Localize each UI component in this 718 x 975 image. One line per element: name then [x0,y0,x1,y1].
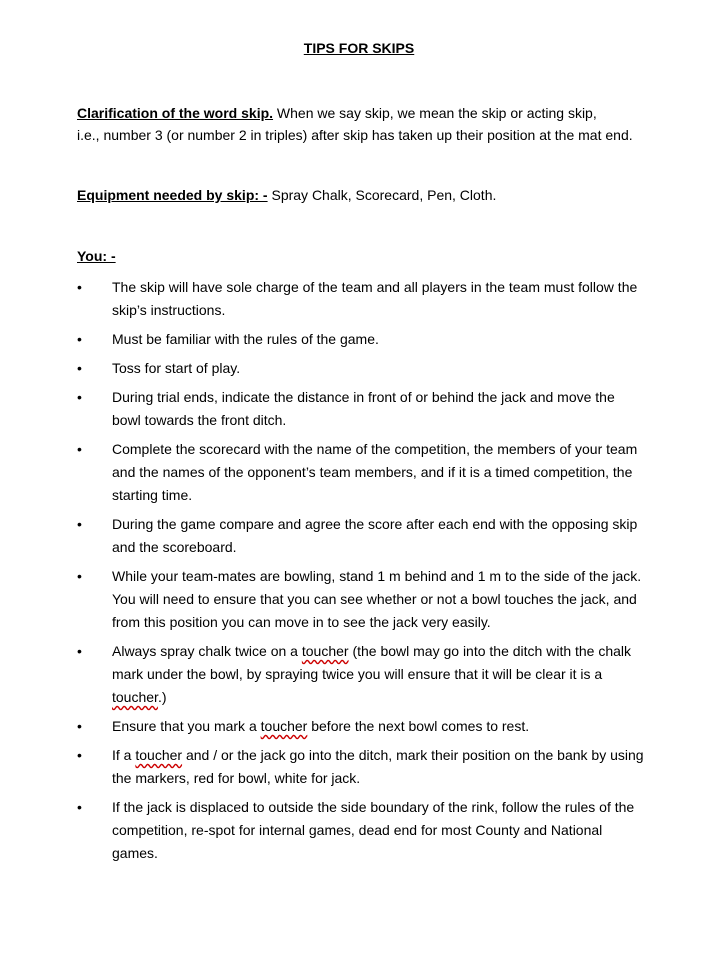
list-item [77,328,647,351]
bullet-icon: • [77,516,82,532]
text-segment: (the bowl may go into the ditch with the chalk mark under the bowl, by spraying twice you will ensure that it will be clear it is a [112,643,632,682]
list-item-text: If the jack is displaced to outside the side boundary of the rink, follow the rules of the competition, re-spot for internal games, dead end for most County and National games. [112,799,635,861]
list-item-text [112,718,529,734]
list-item-text: Must be familiar with the rules of the game. [112,331,379,347]
list-item [77,357,647,380]
text-segment: If a [112,747,136,763]
list-item-text [112,643,631,705]
tips-list [77,276,647,871]
clarification-heading: Clarification of the word skip. [77,105,274,121]
list-item [77,386,647,432]
bullet-icon: • [77,441,82,457]
list-item-text: During trial ends, indicate the distance in front of or behind the jack and move the bowl towards the front ditch. [112,389,615,428]
spellcheck-word: toucher [135,747,183,763]
list-item-text: Complete the scorecard with the name of the competition, the members of your team and the names of the opponent’s team members, and if it is a timed competition, the starting time. [112,441,638,503]
bullet-icon: • [77,799,82,815]
bullet-icon: • [77,747,82,763]
list-item-text: Toss for start of play. [112,360,241,376]
clarification-text-line2: i.e., number 3 (or number 2 in triples) after skip has taken up their position at the mat end. [77,127,633,143]
list-item-text: During the game compare and agree the score after each end with the opposing skip and the scoreboard. [112,516,638,555]
list-item-text: The skip will have sole charge of the team and all players in the team must follow the skip’s instructions. [112,279,638,318]
text-segment: before the next bowl comes to rest. [307,718,530,734]
page-title: TIPS FOR SKIPS [303,40,415,56]
spellcheck-word: toucher [260,718,308,734]
clarification-text-line1: When we say skip, we mean the skip or acting skip, [273,105,597,121]
bullet-icon: • [77,389,82,405]
list-item [77,513,647,559]
list-item-text: While your team-mates are bowling, stand 1 m behind and 1 m to the side of the jack. You will need to ensure that you can see whether or not a bowl touches the jack, and from this position you can move in to see the jack very easily. [112,568,642,630]
list-item [77,744,647,790]
bullet-icon: • [77,718,82,734]
list-item-text [112,747,644,786]
text-segment: .) [157,689,167,705]
list-item [77,276,647,322]
text-segment: and / or the jack go into the ditch, mark their position on the bank by using the markers, red for bowl, white for jack. [112,747,644,786]
spellcheck-word: toucher [301,643,349,659]
equipment-paragraph [77,184,677,206]
equipment-text: Spray Chalk, Scorecard, Pen, Cloth. [267,187,497,203]
list-item [77,715,647,738]
list-item [77,796,647,865]
bullet-icon: • [77,360,82,376]
clarification-paragraph [77,102,677,146]
you-heading-line [77,245,677,267]
spellcheck-word: toucher [112,689,158,705]
you-heading: You: - [77,248,116,264]
list-item [77,438,647,507]
bullet-icon: • [77,279,82,295]
list-item [77,565,647,634]
bullet-icon: • [77,568,82,584]
text-segment: Always spray chalk twice on a [112,643,302,659]
list-item [77,640,647,709]
bullet-icon: • [77,643,82,659]
text-segment: Ensure that you mark a [112,718,261,734]
bullet-icon: • [77,331,82,347]
equipment-heading: Equipment needed by skip: - [77,187,268,203]
